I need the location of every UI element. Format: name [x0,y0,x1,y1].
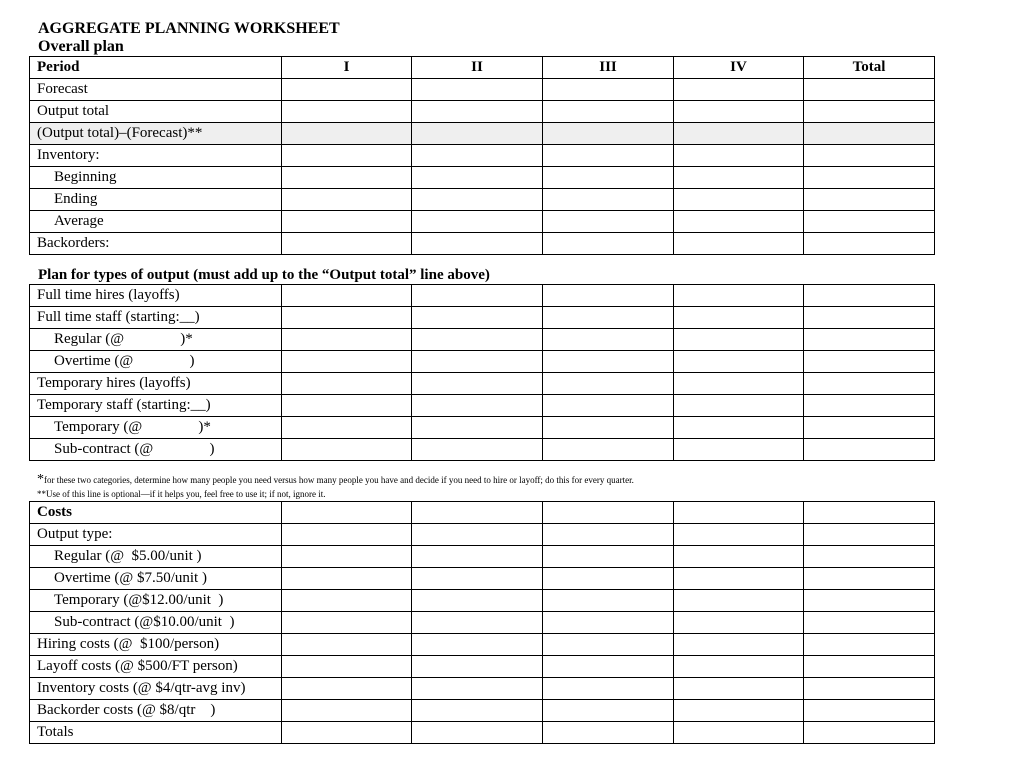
data-cell[interactable] [412,395,543,417]
data-cell[interactable] [804,502,935,524]
table-row [30,101,935,123]
table-row [30,329,935,351]
data-cell[interactable] [543,307,674,329]
data-cell[interactable] [412,417,543,439]
table-row [30,678,935,700]
data-cell[interactable] [412,700,543,722]
data-cell[interactable] [543,590,674,612]
output-section-heading: Plan for types of output (must add up to the “Output total” line above) [38,267,490,283]
table-row [30,634,935,656]
data-cell[interactable] [804,189,935,211]
data-cell[interactable] [282,101,412,123]
data-cell[interactable] [412,373,543,395]
data-cell[interactable] [804,634,935,656]
data-cell[interactable] [543,101,674,123]
data-cell[interactable] [804,285,935,307]
data-cell[interactable] [804,211,935,233]
data-cell[interactable] [674,590,804,612]
row-label: Output total [30,101,282,123]
data-cell[interactable] [674,233,804,255]
data-cell[interactable] [282,211,412,233]
data-cell[interactable] [543,634,674,656]
data-cell[interactable] [412,329,543,351]
row-label: Temporary (@ )* [30,417,282,439]
overall-plan-table [29,56,935,255]
data-cell[interactable] [543,145,674,167]
table-row [30,417,935,439]
data-cell[interactable] [282,189,412,211]
row-label: Full time hires (layoffs) [30,285,282,307]
data-cell[interactable] [412,612,543,634]
data-cell[interactable] [804,700,935,722]
data-cell[interactable] [804,101,935,123]
data-cell[interactable] [543,546,674,568]
data-cell[interactable] [804,233,935,255]
column-header-iv: IV [674,57,804,79]
row-label: Overtime (@ $7.50/unit ) [30,568,282,590]
table-row [30,307,935,329]
data-cell[interactable] [282,167,412,189]
data-cell[interactable] [412,439,543,461]
data-cell[interactable] [412,568,543,590]
data-cell[interactable] [412,101,543,123]
table-row [30,568,935,590]
row-label: Forecast [30,79,282,101]
data-cell[interactable] [804,590,935,612]
data-cell[interactable] [412,524,543,546]
data-cell[interactable] [282,417,412,439]
table-row [30,656,935,678]
data-cell[interactable] [804,145,935,167]
table-row [30,524,935,546]
data-cell[interactable] [804,79,935,101]
table-row [30,373,935,395]
output-types-table [29,284,935,461]
data-cell[interactable] [804,612,935,634]
column-header-i: I [282,57,412,79]
data-cell[interactable] [804,329,935,351]
data-cell[interactable] [282,634,412,656]
data-cell[interactable] [543,211,674,233]
data-cell[interactable] [282,502,412,524]
row-label: Overtime (@ ) [30,351,282,373]
data-cell[interactable] [804,395,935,417]
data-cell[interactable] [674,211,804,233]
data-cell[interactable] [282,373,412,395]
data-cell[interactable] [543,285,674,307]
data-cell[interactable] [674,395,804,417]
data-cell[interactable] [282,329,412,351]
data-cell[interactable] [543,373,674,395]
data-cell[interactable] [282,307,412,329]
costs-table [29,501,935,744]
table-row [30,189,935,211]
footnote-optional-line: **Use of this line is optional—if it helps you, feel free to use it; if not, ignore it. [37,489,326,499]
data-cell[interactable] [543,417,674,439]
data-cell[interactable] [543,351,674,373]
data-cell[interactable] [674,79,804,101]
data-cell[interactable] [543,329,674,351]
data-cell[interactable] [674,167,804,189]
data-cell[interactable] [543,395,674,417]
table-row [30,612,935,634]
row-label: Hiring costs (@ $100/person) [30,634,282,656]
overall-plan-subtitle: Overall plan [38,38,124,55]
data-cell[interactable] [282,395,412,417]
data-cell[interactable] [804,439,935,461]
table-row [30,285,935,307]
data-cell[interactable] [412,123,543,145]
data-cell[interactable] [543,722,674,744]
data-cell[interactable] [282,233,412,255]
data-cell[interactable] [674,524,804,546]
data-cell[interactable] [412,145,543,167]
data-cell[interactable] [804,307,935,329]
data-cell[interactable] [282,656,412,678]
table-row [30,145,935,167]
data-cell[interactable] [674,656,804,678]
data-cell[interactable] [412,167,543,189]
row-label: Regular (@ $5.00/unit ) [30,546,282,568]
row-label: Beginning [30,167,282,189]
table-row [30,439,935,461]
data-cell[interactable] [412,678,543,700]
data-cell[interactable] [412,285,543,307]
row-label: Inventory: [30,145,282,167]
worksheet-title: AGGREGATE PLANNING WORKSHEET [38,20,340,37]
data-cell[interactable] [412,233,543,255]
data-cell[interactable] [674,123,804,145]
data-cell[interactable] [674,678,804,700]
footnote-staffing [37,474,634,486]
data-cell[interactable] [412,546,543,568]
footnote-staffing-text: for these two categories, determine how many people you need versus how many people you have and decide if you need to hire or layoff; do this for every quarter. [44,475,634,485]
column-header-total: Total [804,57,935,79]
data-cell[interactable] [674,634,804,656]
data-cell[interactable] [804,167,935,189]
row-label: Totals [30,722,282,744]
data-cell[interactable] [282,590,412,612]
row-label: Sub-contract (@$10.00/unit ) [30,612,282,634]
data-cell[interactable] [804,373,935,395]
data-cell[interactable] [282,439,412,461]
footnote-star: * [37,472,44,487]
data-cell[interactable] [282,722,412,744]
data-cell[interactable] [674,307,804,329]
period-label: Period [30,57,282,79]
table-row [30,722,935,744]
data-cell[interactable] [282,568,412,590]
table-row [30,351,935,373]
data-cell[interactable] [282,351,412,373]
data-cell[interactable] [674,439,804,461]
table-row [30,233,935,255]
data-cell[interactable] [804,524,935,546]
data-cell[interactable] [282,612,412,634]
data-cell[interactable] [543,79,674,101]
row-label: Sub-contract (@ ) [30,439,282,461]
data-cell[interactable] [412,351,543,373]
data-cell[interactable] [804,546,935,568]
data-cell[interactable] [412,211,543,233]
data-cell[interactable] [282,123,412,145]
data-cell[interactable] [282,285,412,307]
table-row [30,79,935,101]
data-cell[interactable] [412,307,543,329]
data-cell[interactable] [804,351,935,373]
data-cell[interactable] [674,700,804,722]
data-cell[interactable] [543,568,674,590]
table-row [30,123,935,145]
data-cell[interactable] [674,546,804,568]
data-cell[interactable] [412,590,543,612]
data-cell[interactable] [543,656,674,678]
data-cell[interactable] [674,285,804,307]
data-cell[interactable] [412,634,543,656]
row-label: Average [30,211,282,233]
data-cell[interactable] [543,123,674,145]
data-cell[interactable] [674,612,804,634]
data-cell[interactable] [412,189,543,211]
data-cell[interactable] [674,145,804,167]
table-row [30,395,935,417]
data-cell[interactable] [674,351,804,373]
row-label: Inventory costs (@ $4/qtr-avg inv) [30,678,282,700]
data-cell[interactable] [674,722,804,744]
data-cell[interactable] [543,502,674,524]
data-cell[interactable] [543,189,674,211]
data-cell[interactable] [543,612,674,634]
data-cell[interactable] [543,439,674,461]
data-cell[interactable] [674,417,804,439]
data-cell[interactable] [674,502,804,524]
data-cell[interactable] [543,233,674,255]
data-cell[interactable] [543,524,674,546]
row-label: Backorder costs (@ $8/qtr ) [30,700,282,722]
data-cell[interactable] [674,373,804,395]
table-row [30,211,935,233]
data-cell[interactable] [282,700,412,722]
data-cell[interactable] [543,678,674,700]
data-cell[interactable] [543,167,674,189]
table-row [30,590,935,612]
data-cell[interactable] [674,189,804,211]
data-cell[interactable] [543,700,674,722]
data-cell[interactable] [282,145,412,167]
data-cell[interactable] [412,656,543,678]
row-label: Temporary hires (layoffs) [30,373,282,395]
row-label: Ending [30,189,282,211]
row-label: Temporary staff (starting:__) [30,395,282,417]
data-cell[interactable] [282,79,412,101]
row-label: Layoff costs (@ $500/FT person) [30,656,282,678]
column-header-iii: III [543,57,674,79]
row-label: Temporary (@$12.00/unit ) [30,590,282,612]
table-row [30,700,935,722]
data-cell[interactable] [282,678,412,700]
data-cell[interactable] [804,656,935,678]
data-cell[interactable] [804,417,935,439]
data-cell[interactable] [412,79,543,101]
data-cell[interactable] [804,568,935,590]
data-cell[interactable] [674,568,804,590]
period-header-row [30,57,935,79]
row-label: Backorders: [30,233,282,255]
costs-header-row [30,502,935,524]
data-cell[interactable] [412,502,543,524]
data-cell[interactable] [804,722,935,744]
row-label: Regular (@ )* [30,329,282,351]
row-label: Full time staff (starting:__) [30,307,282,329]
row-label: (Output total)–(Forecast)** [30,123,282,145]
data-cell[interactable] [804,678,935,700]
data-cell[interactable] [282,546,412,568]
data-cell[interactable] [674,329,804,351]
costs-heading: Costs [30,502,282,524]
data-cell[interactable] [674,101,804,123]
data-cell[interactable] [282,524,412,546]
row-label: Output type: [30,524,282,546]
data-cell[interactable] [412,722,543,744]
column-header-ii: II [412,57,543,79]
data-cell[interactable] [804,123,935,145]
table-row [30,167,935,189]
table-row [30,546,935,568]
